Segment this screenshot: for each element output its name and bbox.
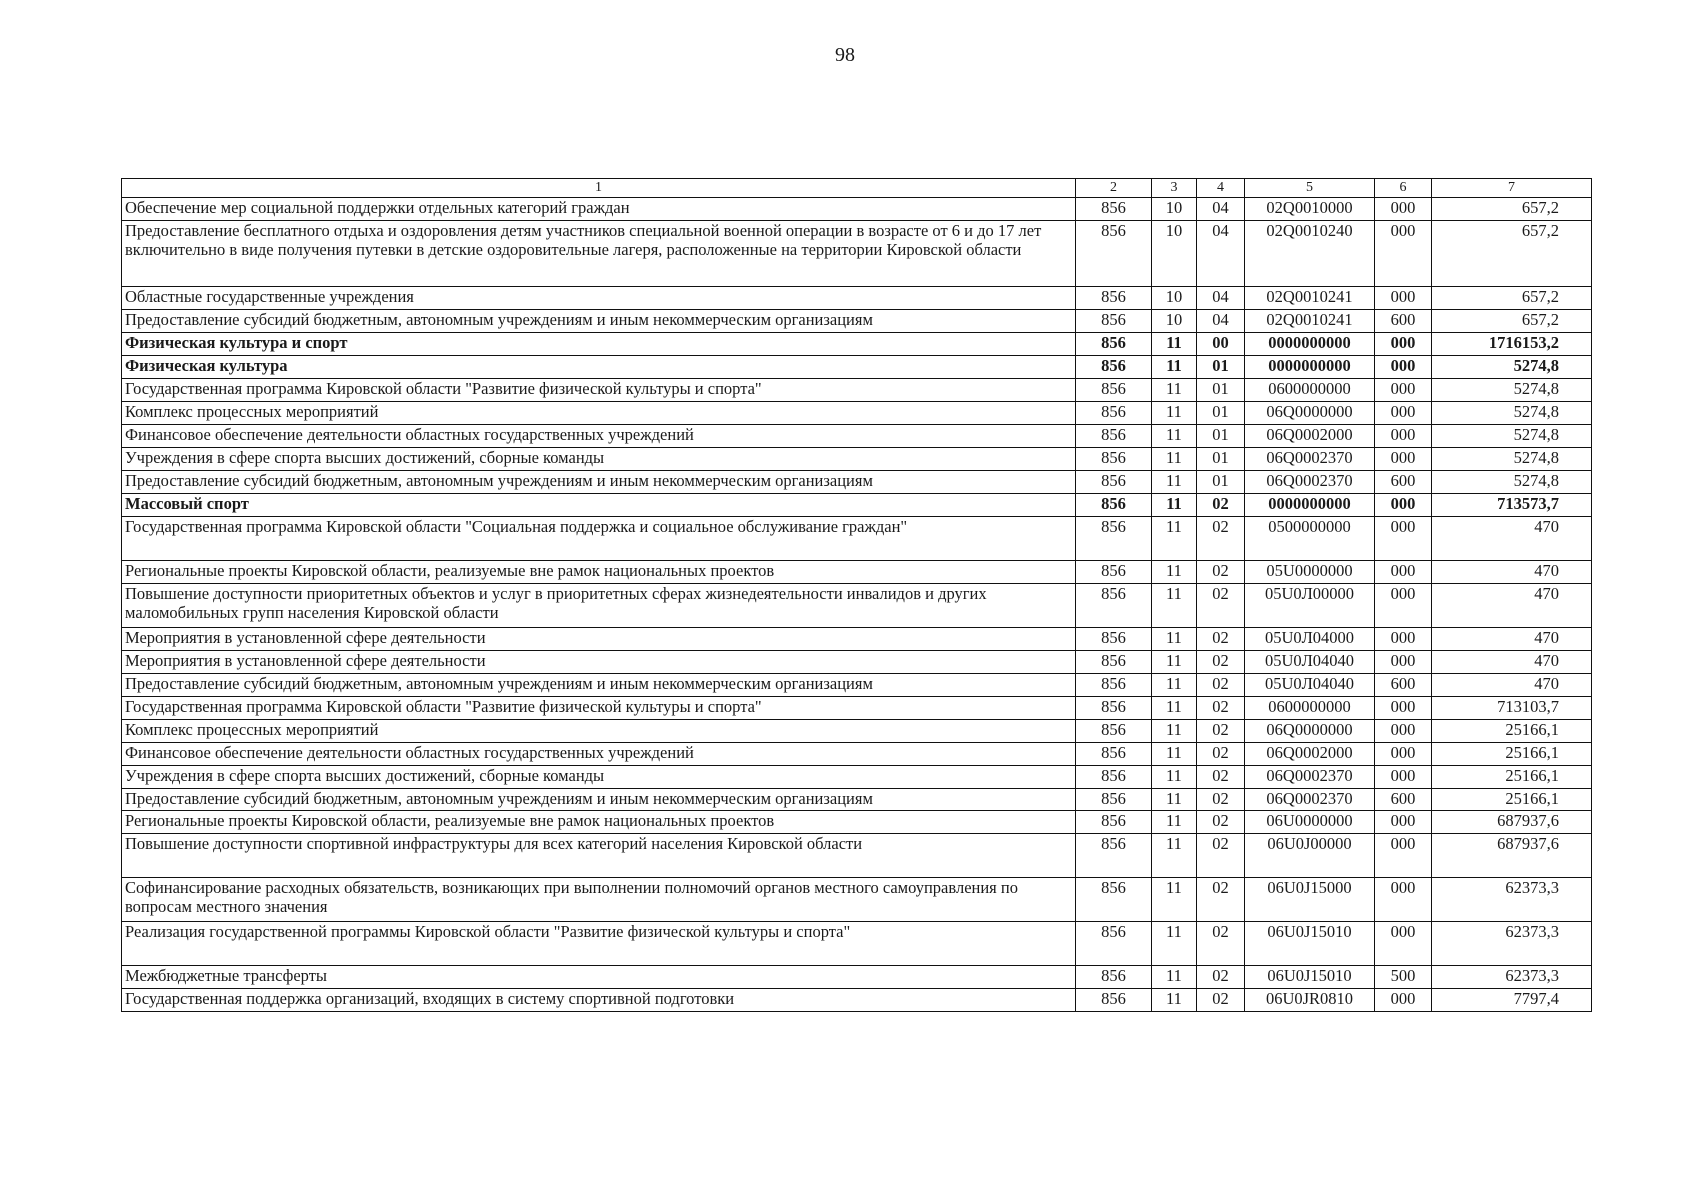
ministry-code-cell: 856 [1076,401,1152,424]
ministry-code-cell: 856 [1076,355,1152,378]
expenditure-name-cell: Региональные проекты Кировской области, реализуемые вне рамок национальных проектов [122,560,1076,583]
subsection-code-cell: 02 [1197,696,1245,719]
expenditure-name-cell: Учреждения в сфере спорта высших достижений, сборные команды [122,765,1076,788]
expense-type-cell: 000 [1375,834,1432,878]
subsection-code-cell: 02 [1197,834,1245,878]
target-article-cell: 05U0000000 [1245,560,1375,583]
subsection-code-cell: 04 [1197,287,1245,310]
expenditure-name-cell: Физическая культура и спорт [122,333,1076,356]
ministry-code-cell: 856 [1076,788,1152,811]
ministry-code-cell: 856 [1076,583,1152,627]
expense-type-cell: 000 [1375,355,1432,378]
section-code-cell: 11 [1152,401,1197,424]
ministry-code-cell: 856 [1076,966,1152,989]
expenditure-name-cell: Финансовое обеспечение деятельности областных государственных учреждений [122,742,1076,765]
target-article-cell: 06U0J15010 [1245,922,1375,966]
table-row [122,765,1592,788]
amount-cell: 687937,6 [1432,834,1592,878]
table-row [122,310,1592,333]
table-row [122,989,1592,1012]
amount-cell: 470 [1432,627,1592,650]
expenditure-name-cell: Региональные проекты Кировской области, реализуемые вне рамок национальных проектов [122,811,1076,834]
table-body [122,198,1592,1012]
amount-cell: 687937,6 [1432,811,1592,834]
table-row [122,378,1592,401]
amount-cell: 25166,1 [1432,719,1592,742]
table-row [122,742,1592,765]
section-code-cell: 10 [1152,310,1197,333]
column-header-3: 3 [1152,179,1197,198]
expense-type-cell: 000 [1375,560,1432,583]
page-number: 98 [835,44,855,66]
table-row [122,811,1592,834]
amount-cell: 657,2 [1432,287,1592,310]
ministry-code-cell: 856 [1076,742,1152,765]
expense-type-cell: 000 [1375,198,1432,221]
table-row [122,696,1592,719]
table-row [122,673,1592,696]
subsection-code-cell: 02 [1197,673,1245,696]
subsection-code-cell: 00 [1197,333,1245,356]
amount-cell: 5274,8 [1432,378,1592,401]
ministry-code-cell: 856 [1076,516,1152,560]
expense-type-cell: 600 [1375,788,1432,811]
expense-type-cell: 000 [1375,333,1432,356]
table-row [122,650,1592,673]
amount-cell: 5274,8 [1432,447,1592,470]
target-article-cell: 0000000000 [1245,333,1375,356]
expenditure-name-cell: Мероприятия в установленной сфере деятельности [122,627,1076,650]
subsection-code-cell: 01 [1197,447,1245,470]
subsection-code-cell: 02 [1197,719,1245,742]
expenditure-name-cell: Предоставление субсидий бюджетным, автономным учреждениям и иным некоммерческим организациям [122,788,1076,811]
ministry-code-cell: 856 [1076,627,1152,650]
expenditure-name-cell: Областные государственные учреждения [122,287,1076,310]
section-code-cell: 11 [1152,966,1197,989]
target-article-cell: 05U0Л04040 [1245,673,1375,696]
amount-cell: 470 [1432,673,1592,696]
expense-type-cell: 000 [1375,922,1432,966]
subsection-code-cell: 01 [1197,401,1245,424]
amount-cell: 7797,4 [1432,989,1592,1012]
target-article-cell: 06Q0002370 [1245,447,1375,470]
amount-cell: 25166,1 [1432,742,1592,765]
target-article-cell: 02Q0010241 [1245,310,1375,333]
expense-type-cell: 600 [1375,470,1432,493]
section-code-cell: 11 [1152,650,1197,673]
subsection-code-cell: 02 [1197,742,1245,765]
amount-cell: 5274,8 [1432,424,1592,447]
expense-type-cell: 000 [1375,650,1432,673]
column-header-4: 4 [1197,179,1245,198]
expenditure-name-cell: Финансовое обеспечение деятельности областных государственных учреждений [122,424,1076,447]
expenditure-name-cell: Учреждения в сфере спорта высших достижений, сборные команды [122,447,1076,470]
subsection-code-cell: 02 [1197,878,1245,922]
section-code-cell: 11 [1152,989,1197,1012]
target-article-cell: 05U0Л04040 [1245,650,1375,673]
subsection-code-cell: 02 [1197,583,1245,627]
expense-type-cell: 000 [1375,516,1432,560]
table-row [122,221,1592,287]
expense-type-cell: 000 [1375,424,1432,447]
column-header-7: 7 [1432,179,1592,198]
subsection-code-cell: 02 [1197,493,1245,516]
table-row [122,355,1592,378]
subsection-code-cell: 02 [1197,989,1245,1012]
target-article-cell: 06U0J15010 [1245,966,1375,989]
column-header-2: 2 [1076,179,1152,198]
amount-cell: 62373,3 [1432,966,1592,989]
expense-type-cell: 500 [1375,966,1432,989]
amount-cell: 470 [1432,516,1592,560]
target-article-cell: 0600000000 [1245,378,1375,401]
expenditure-name-cell: Комплекс процессных мероприятий [122,719,1076,742]
subsection-code-cell: 04 [1197,221,1245,287]
subsection-code-cell: 02 [1197,650,1245,673]
subsection-code-cell: 02 [1197,560,1245,583]
target-article-cell: 06U0J00000 [1245,834,1375,878]
expense-type-cell: 000 [1375,989,1432,1012]
table-row [122,878,1592,922]
section-code-cell: 10 [1152,287,1197,310]
table-row [122,401,1592,424]
table-row [122,788,1592,811]
ministry-code-cell: 856 [1076,560,1152,583]
section-code-cell: 11 [1152,333,1197,356]
section-code-cell: 11 [1152,355,1197,378]
target-article-cell: 02Q0010240 [1245,221,1375,287]
expense-type-cell: 000 [1375,447,1432,470]
section-code-cell: 11 [1152,493,1197,516]
ministry-code-cell: 856 [1076,878,1152,922]
table-row [122,966,1592,989]
section-code-cell: 11 [1152,424,1197,447]
expenditure-name-cell: Мероприятия в установленной сфере деятельности [122,650,1076,673]
expenditure-name-cell: Предоставление субсидий бюджетным, автономным учреждениям и иным некоммерческим организациям [122,470,1076,493]
expense-type-cell: 000 [1375,719,1432,742]
ministry-code-cell: 856 [1076,811,1152,834]
budget-table [121,178,1592,1012]
table-row [122,922,1592,966]
target-article-cell: 06Q0000000 [1245,401,1375,424]
ministry-code-cell: 856 [1076,470,1152,493]
section-code-cell: 10 [1152,198,1197,221]
ministry-code-cell: 856 [1076,765,1152,788]
expense-type-cell: 000 [1375,493,1432,516]
subsection-code-cell: 04 [1197,198,1245,221]
subsection-code-cell: 02 [1197,516,1245,560]
ministry-code-cell: 856 [1076,333,1152,356]
expense-type-cell: 600 [1375,310,1432,333]
ministry-code-cell: 856 [1076,922,1152,966]
table-row [122,627,1592,650]
expense-type-cell: 000 [1375,878,1432,922]
ministry-code-cell: 856 [1076,378,1152,401]
expense-type-cell: 000 [1375,378,1432,401]
amount-cell: 1716153,2 [1432,333,1592,356]
subsection-code-cell: 01 [1197,355,1245,378]
target-article-cell: 06Q0000000 [1245,719,1375,742]
section-code-cell: 11 [1152,627,1197,650]
target-article-cell: 06Q0002370 [1245,788,1375,811]
amount-cell: 25166,1 [1432,765,1592,788]
ministry-code-cell: 856 [1076,310,1152,333]
amount-cell: 5274,8 [1432,401,1592,424]
expenditure-name-cell: Софинансирование расходных обязательств, возникающих при выполнении полномочий органов местного самоуправления по вопросам местного значения [122,878,1076,922]
section-code-cell: 11 [1152,719,1197,742]
amount-cell: 657,2 [1432,221,1592,287]
target-article-cell: 06Q0002000 [1245,742,1375,765]
target-article-cell: 06Q0002370 [1245,470,1375,493]
amount-cell: 713573,7 [1432,493,1592,516]
section-code-cell: 11 [1152,583,1197,627]
amount-cell: 62373,3 [1432,878,1592,922]
section-code-cell: 11 [1152,878,1197,922]
ministry-code-cell: 856 [1076,221,1152,287]
ministry-code-cell: 856 [1076,198,1152,221]
target-article-cell: 06Q0002000 [1245,424,1375,447]
expense-type-cell: 000 [1375,765,1432,788]
target-article-cell: 0600000000 [1245,696,1375,719]
section-code-cell: 11 [1152,560,1197,583]
table-row [122,834,1592,878]
table-row [122,493,1592,516]
amount-cell: 5274,8 [1432,355,1592,378]
subsection-code-cell: 04 [1197,310,1245,333]
subsection-code-cell: 01 [1197,424,1245,447]
expenditure-name-cell: Государственная поддержка организаций, входящих в систему спортивной подготовки [122,989,1076,1012]
table-row [122,470,1592,493]
target-article-cell: 05U0Л04000 [1245,627,1375,650]
expenditure-name-cell: Государственная программа Кировской области "Развитие физической культуры и спорта" [122,378,1076,401]
column-header-1: 1 [122,179,1076,198]
header-row [122,179,1592,198]
subsection-code-cell: 01 [1197,470,1245,493]
section-code-cell: 11 [1152,834,1197,878]
expenditure-name-cell: Реализация государственной программы Кировской области "Развитие физической культуры и спорта" [122,922,1076,966]
amount-cell: 470 [1432,560,1592,583]
table-row [122,198,1592,221]
subsection-code-cell: 02 [1197,811,1245,834]
ministry-code-cell: 856 [1076,719,1152,742]
expense-type-cell: 000 [1375,742,1432,765]
expenditure-name-cell: Обеспечение мер социальной поддержки отдельных категорий граждан [122,198,1076,221]
section-code-cell: 11 [1152,922,1197,966]
amount-cell: 470 [1432,650,1592,673]
target-article-cell: 0500000000 [1245,516,1375,560]
table-row [122,333,1592,356]
table-row [122,583,1592,627]
target-article-cell: 02Q0010000 [1245,198,1375,221]
section-code-cell: 11 [1152,788,1197,811]
target-article-cell: 02Q0010241 [1245,287,1375,310]
subsection-code-cell: 02 [1197,966,1245,989]
section-code-cell: 11 [1152,470,1197,493]
expenditure-name-cell: Повышение доступности спортивной инфраструктуры для всех категорий населения Кировской области [122,834,1076,878]
table-row [122,516,1592,560]
target-article-cell: 06U0JR0810 [1245,989,1375,1012]
table-row [122,560,1592,583]
section-code-cell: 10 [1152,221,1197,287]
expenditure-name-cell: Предоставление субсидий бюджетным, автономным учреждениям и иным некоммерческим организациям [122,310,1076,333]
amount-cell: 470 [1432,583,1592,627]
amount-cell: 713103,7 [1432,696,1592,719]
expenditure-name-cell: Физическая культура [122,355,1076,378]
table-row [122,719,1592,742]
ministry-code-cell: 856 [1076,834,1152,878]
ministry-code-cell: 856 [1076,493,1152,516]
expense-type-cell: 000 [1375,583,1432,627]
section-code-cell: 11 [1152,447,1197,470]
expenditure-name-cell: Массовый спорт [122,493,1076,516]
expense-type-cell: 000 [1375,627,1432,650]
target-article-cell: 06U0000000 [1245,811,1375,834]
amount-cell: 25166,1 [1432,788,1592,811]
ministry-code-cell: 856 [1076,696,1152,719]
expense-type-cell: 000 [1375,287,1432,310]
ministry-code-cell: 856 [1076,650,1152,673]
column-header-6: 6 [1375,179,1432,198]
subsection-code-cell: 01 [1197,378,1245,401]
subsection-code-cell: 02 [1197,627,1245,650]
expense-type-cell: 600 [1375,673,1432,696]
ministry-code-cell: 856 [1076,424,1152,447]
section-code-cell: 11 [1152,696,1197,719]
ministry-code-cell: 856 [1076,287,1152,310]
amount-cell: 5274,8 [1432,470,1592,493]
subsection-code-cell: 02 [1197,788,1245,811]
ministry-code-cell: 856 [1076,673,1152,696]
section-code-cell: 11 [1152,811,1197,834]
expenditure-name-cell: Повышение доступности приоритетных объектов и услуг в приоритетных сферах жизнедеятельности инвалидов и других маломобильных групп населения Кировской области [122,583,1076,627]
table-row [122,447,1592,470]
section-code-cell: 11 [1152,673,1197,696]
section-code-cell: 11 [1152,378,1197,401]
expenditure-name-cell: Предоставление бесплатного отдыха и оздоровления детям участников специальной военной операции в возрасте от 6 и до 17 лет включительно в виде получения путевки в детские оздоровительные лагеря, расположенные на территории Кировской области [122,221,1076,287]
expense-type-cell: 000 [1375,221,1432,287]
subsection-code-cell: 02 [1197,765,1245,788]
ministry-code-cell: 856 [1076,447,1152,470]
expense-type-cell: 000 [1375,401,1432,424]
subsection-code-cell: 02 [1197,922,1245,966]
target-article-cell: 0000000000 [1245,355,1375,378]
target-article-cell: 06Q0002370 [1245,765,1375,788]
expense-type-cell: 000 [1375,811,1432,834]
table-row [122,424,1592,447]
expenditure-name-cell: Предоставление субсидий бюджетным, автономным учреждениям и иным некоммерческим организациям [122,673,1076,696]
ministry-code-cell: 856 [1076,989,1152,1012]
expenditure-name-cell: Государственная программа Кировской области "Социальная поддержка и социальное обслуживание граждан" [122,516,1076,560]
amount-cell: 657,2 [1432,198,1592,221]
table-row [122,287,1592,310]
expense-type-cell: 000 [1375,696,1432,719]
amount-cell: 62373,3 [1432,922,1592,966]
target-article-cell: 06U0J15000 [1245,878,1375,922]
expenditure-name-cell: Межбюджетные трансферты [122,966,1076,989]
section-code-cell: 11 [1152,742,1197,765]
section-code-cell: 11 [1152,765,1197,788]
amount-cell: 657,2 [1432,310,1592,333]
target-article-cell: 05U0Л00000 [1245,583,1375,627]
section-code-cell: 11 [1152,516,1197,560]
expenditure-name-cell: Государственная программа Кировской области "Развитие физической культуры и спорта" [122,696,1076,719]
target-article-cell: 0000000000 [1245,493,1375,516]
expenditure-name-cell: Комплекс процессных мероприятий [122,401,1076,424]
column-header-5: 5 [1245,179,1375,198]
